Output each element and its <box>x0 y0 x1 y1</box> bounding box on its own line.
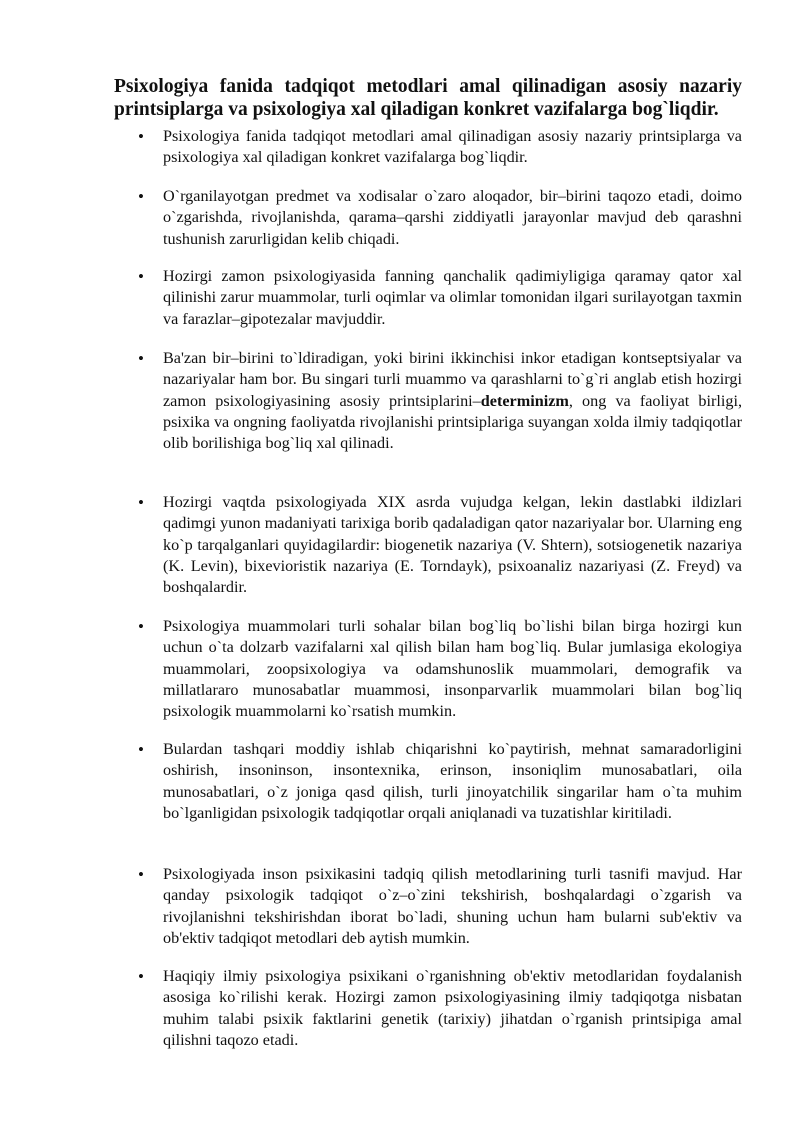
bullet-icon: • <box>138 967 144 986</box>
paragraph-text: Haqiqiy ilmiy psixologiya psixikani o`rganishning ob'ektiv metodlaridan foydalanish asosiga ko`rilishi kerak. Hozirgi zamon psixologiyasining ilmiy tadqiqotga nisbatan muhim talabi psixik faktlarini genetik (tarixiy) jihatdan o`rganish printsipiga amal qilishni taqozo etadi. <box>163 967 742 1049</box>
paragraph-text: O`rganilayotgan predmet va xodisalar o`zaro aloqador, bir–birini taqozo etadi, doimo o`zgarishda, rivojlanishda, qarama–qarshi ziddiyatli jarayonlar mavjud deb qarashni tushunish zarurligidan kelib chiqadi. <box>163 187 742 248</box>
paragraph-text: Psixologiyada inson psixikasini tadqiq qilish metodlarining turli tasnifi mavjud. Har qanday psixologik tadqiqot o`z–o`zini tekshirish, boshqalardagi o`zgarish va rivojlanishni tekshirishdan iborat bo`ladi, shuning uchun ham bularni sub'ektiv va ob'ektiv tadqiqot metodlari deb aytish mumkin. <box>163 865 742 947</box>
paragraph-text: Hozirgi vaqtda psixologiyada XIX asrda vujudga kelgan, lekin dastlabki ildizlari qadimgi yunon madaniyati tarixiga borib qadaladigan qator nazariyalar bor. Ularning eng ko`p tarqalganlari quyidagilardir: biogenetik nazariya (V. Shtern), sotsiogenetik nazariya (K. Levin), bixevioristik nazariya (E. Torndayk), psixoanaliz nazariyasi (Z. Freyd) va boshqalardir. <box>163 493 742 597</box>
bullet-icon: • <box>138 127 144 146</box>
bullet-icon: • <box>138 267 144 286</box>
bullet-icon: • <box>138 349 144 368</box>
paragraph-text: Hozirgi zamon psixologiyasida fanning qanchalik qadimiyligiga qaramay qator xal qilinishi zarur muammolar, turli oqimlar va olimlar tomonidan ilgari surilayotgan taxmin va farazlar–gipotezalar mavjuddir. <box>163 267 742 328</box>
paragraph-text: Psixologiya muammolari turli sohalar bilan bog`liq bo`lishi bilan birga hozirgi kun uchun o`ta dolzarb vazifalarni xal qilish bilan ham bog`liq. Bular jumlasiga ekologiya muammolari, zoopsixologiya va odamshunoslik muammolari, demografik va millatlararo munosabatlar muammosi, insonparvarlik muammolari bilan bog`liq psixologik muammolarni ko`rsatish mumkin. <box>163 617 742 721</box>
bullet-icon: • <box>138 617 144 636</box>
paragraph-text <box>163 348 742 454</box>
bullet-icon: • <box>138 493 144 512</box>
paragraph-text: Bulardan tashqari moddiy ishlab chiqarishni ko`paytirish, mehnat samaradorligini oshirish, insoninson, insontexnika, erinson, insoniqlim munosabatlari, oila munosabatlari, o`z joniga qasd qilish, turli jinoyatchilik singarilar ham o`ta muhim bo`lganligidan psixologik tadqiqotlar orqali aniqlanadi va tuzatishlar kiritiladi. <box>163 740 742 822</box>
paragraph-text-end: , ong va faoliyat birligi, psixika va ongning faoliyatda rivojlanishi printsiplariga suyangan xolda ilmiy tadqiqotlar olib borilishiga bog`liq xal qilinadi. <box>163 391 742 453</box>
document-title: Psixologiya fanida tadqiqot metodlari amal qilinadigan asosiy nazariy printsiplarga va psixologiya xal qiladigan konkret vazifalarga bog`liqdir. <box>114 76 742 120</box>
paragraph-text: Psixologiya fanida tadqiqot metodlari amal qilinadigan asosiy nazariy printsiplarga va psixologiya xal qiladigan konkret vazifalarga bog`liqdir. <box>163 127 742 167</box>
paragraph-text-start: Ba'zan bir–birini to`ldiradigan, yoki birini ikkinchisi inkor etadigan kontseptsiyalar va nazariyalar ham bor. Bu singari turli muammo va qarashlarni to`g`ri anglab etish hozirgi zamon psixologiyasining asosiy printsiplarini– <box>163 349 742 410</box>
bullet-icon: • <box>138 865 144 884</box>
bullet-icon: • <box>138 187 144 206</box>
bullet-icon: • <box>138 740 144 759</box>
bold-term: determinizm <box>480 391 569 410</box>
